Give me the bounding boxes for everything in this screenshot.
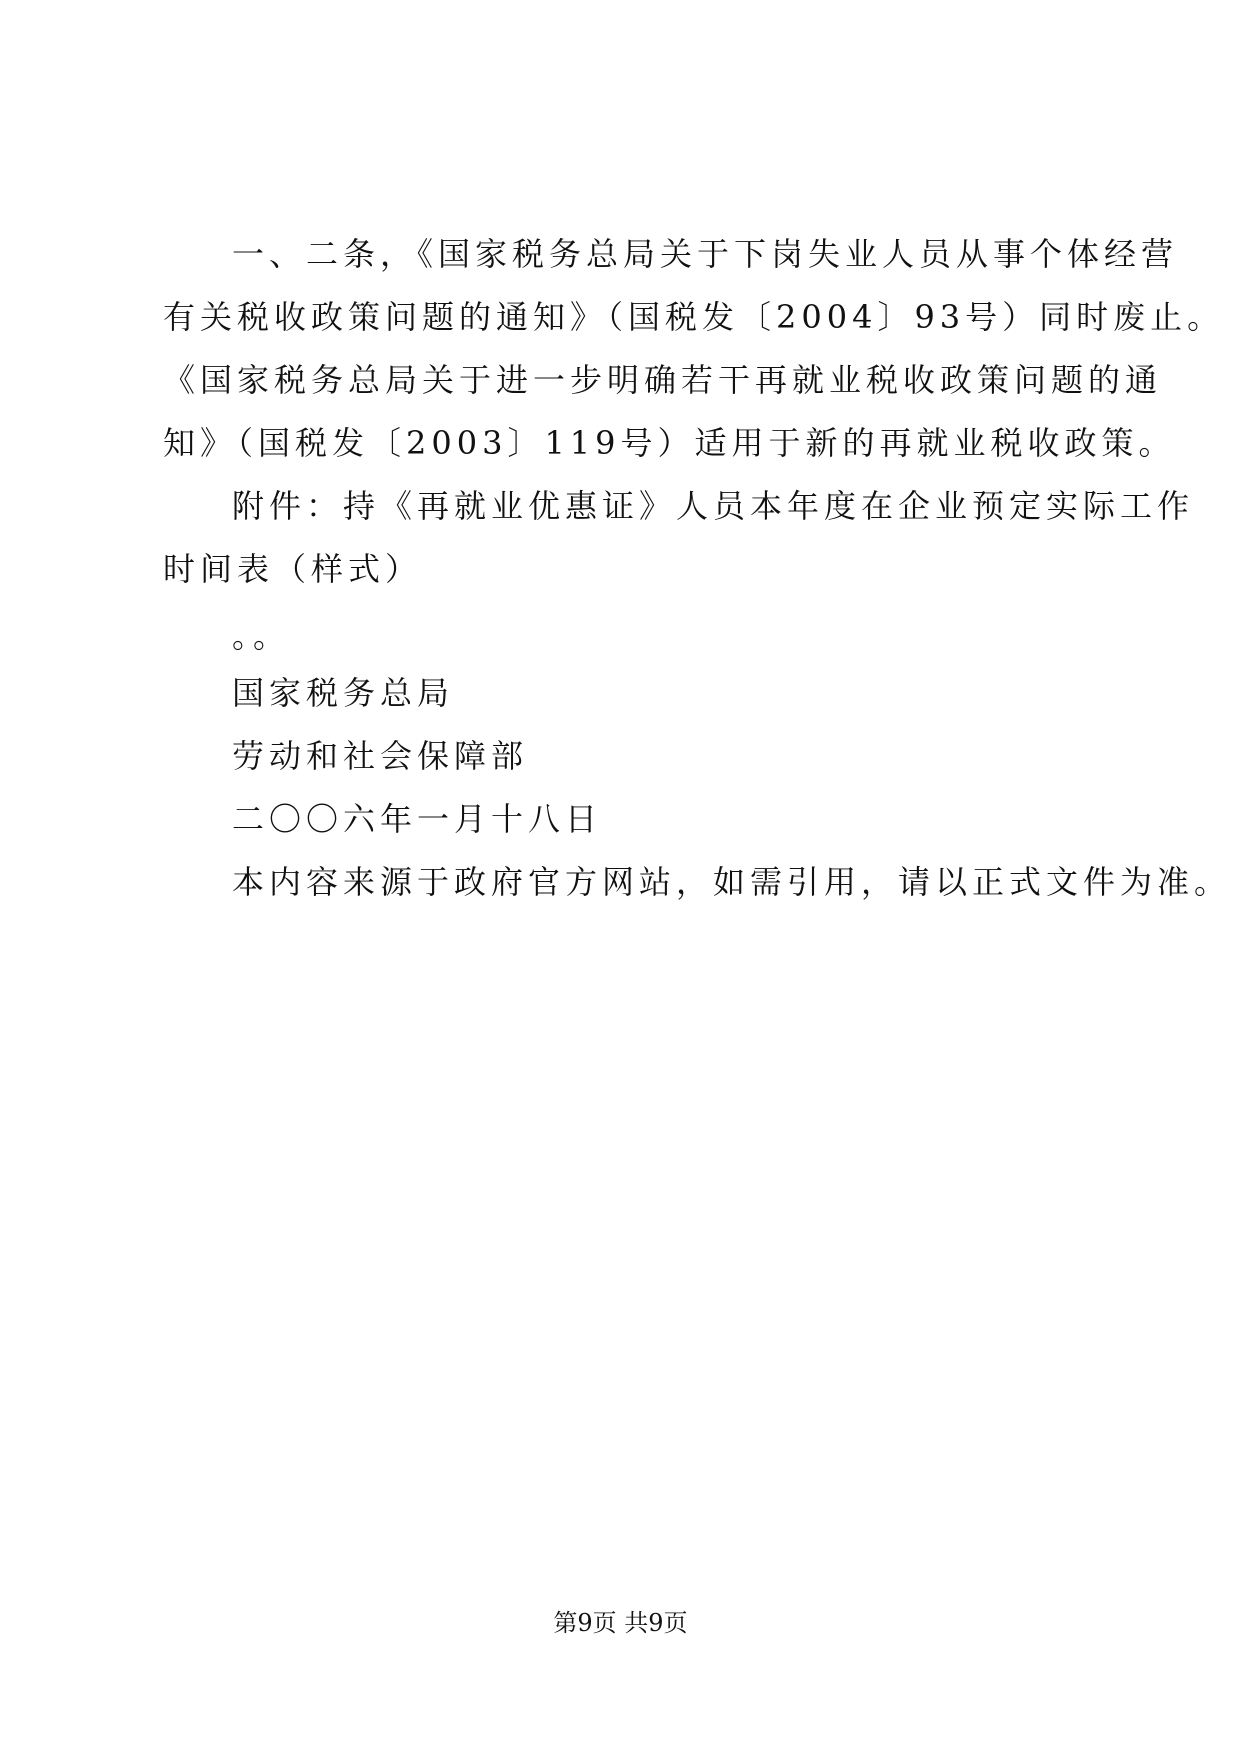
issuer-tax-administration: 国家税务总局 — [232, 674, 455, 712]
attachment-line2: 时间表（样式） — [163, 550, 423, 588]
issue-date: 二〇〇六年一月十八日 — [232, 800, 603, 838]
paragraph1-line2: 有关税收政策问题的通知》（国税发〔2004〕93号）同时废止。 — [163, 298, 1225, 336]
punctuation-marks: 。。 — [232, 617, 291, 655]
paragraph1-line3: 《国家税务总局关于进一步明确若干再就业税收政策问题的通 — [163, 361, 1163, 399]
issuer-labor-ministry: 劳动和社会保障部 — [232, 737, 529, 775]
attachment-line1: 附件：持《再就业优惠证》人员本年度在企业预定实际工作 — [232, 487, 1195, 525]
source-disclaimer: 本内容来源于政府官方网站，如需引用，请以正式文件为准。 — [232, 863, 1232, 901]
paragraph1-line1: 一、二条，《国家税务总局关于下岗失业人员从事个体经营 — [232, 235, 1179, 273]
page-number-footer: 第9页 共9页 — [553, 1609, 688, 1637]
paragraph1-line4: 知》（国税发〔2003〕119号）适用于新的再就业税收政策。 — [163, 424, 1176, 462]
